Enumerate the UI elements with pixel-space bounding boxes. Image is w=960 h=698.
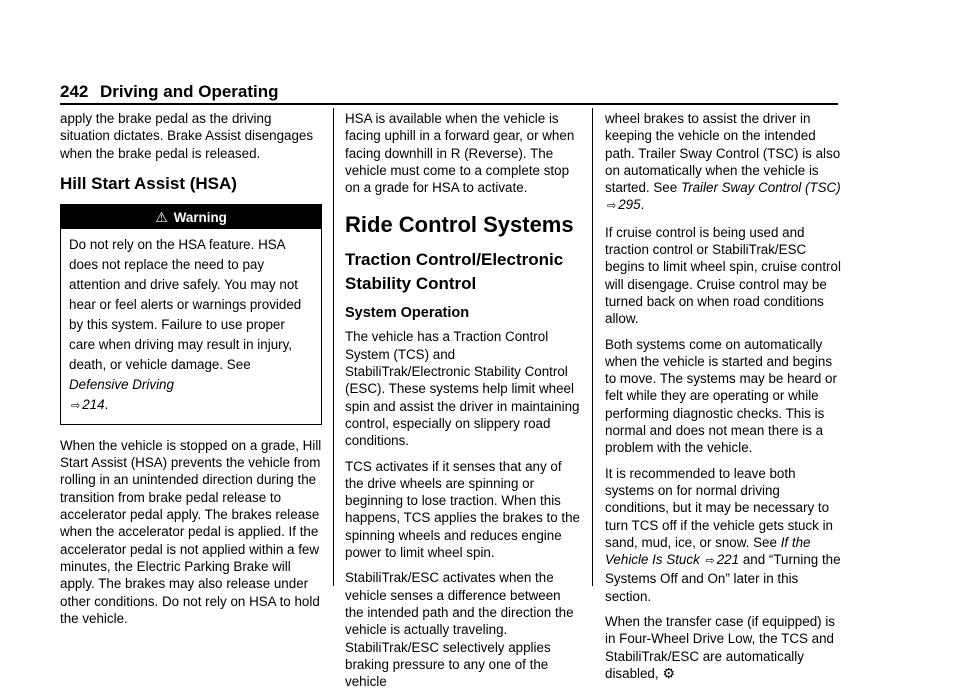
page-ref-arrow-icon: ⇨ [607, 200, 617, 213]
paragraph: apply the brake pedal as the driving situation dictates. Brake Assist disengages when the brake pedal is released. [60, 111, 314, 161]
paragraph: StabiliTrak/ESC activates when the vehicle senses a difference between the intended path and the direction the vehicle is actually traveling. StabiliTrak/ESC selectively applies braking pressure to any one of the vehicle [345, 570, 574, 690]
ref-page[interactable]: 221 [716, 552, 740, 568]
text: and “Turning the Systems Off and On” later in this section. [605, 552, 841, 604]
page-number: 242 [60, 82, 89, 101]
subheading-system-operation: System Operation [345, 305, 470, 322]
column-2 [345, 110, 580, 698]
text: . [640, 197, 645, 213]
paragraph: TCS activates if it senses that any of the drive wheels are spinning or beginning to lose traction. When this happens, TCS applies the brakes to the spinning wheels and reduces engine power to limit wheel spin. [345, 458, 580, 561]
warning-end: . [104, 396, 109, 412]
paragraph: Both systems come on automatically when the vehicle is started and begins to move. The systems may be heard or felt while they are operating or while performing diagnostic checks. This is normal and does not mean there is a problem with the vehicle. [605, 336, 837, 456]
section-title: Driving and Operating [100, 82, 279, 101]
column-3 [605, 110, 845, 690]
column-1 [60, 110, 322, 635]
warning-body [61, 229, 321, 424]
text: When the transfer case (if equipped) is in Four-Wheel Drive Low, the TCS and StabiliTrak/ESC are automatically disabled, [605, 614, 835, 681]
page-ref-arrow-icon: ⇨ [705, 555, 715, 568]
column-divider-1 [333, 108, 334, 586]
paragraph [605, 110, 845, 216]
ref-link-vehicle-stuck[interactable]: If the Vehicle Is Stuck [605, 534, 811, 568]
column-divider-2 [592, 108, 593, 586]
warning-header [61, 205, 321, 229]
warning-ref-page[interactable]: 214 [82, 396, 105, 412]
warning-title: Warning [173, 209, 227, 225]
four-wheel-drive-icon: ⚙ [662, 664, 675, 681]
warning-text: Do not rely on the HSA feature. HSA does not replace the need to pay attention and drive safely. You may not hear or feel alerts or warnings provided by this system. Failure to use proper care when driving may result in injury, death, or vehicle damage. See [69, 236, 302, 372]
section-heading-traction: Traction Control/Electronic Stability Control [345, 250, 564, 294]
warning-ref-link[interactable]: Defensive Driving [69, 376, 174, 392]
text: wheel brakes to assist the driver in keeping the vehicle on the intended path. Trailer Sway Control (TSC) is also on automatically when the vehicle is started. See [605, 111, 841, 196]
page-header [60, 82, 838, 104]
paragraph [605, 465, 845, 605]
ref-link-trailer-sway[interactable]: Trailer Sway Control (TSC) [680, 180, 841, 196]
header-rule [60, 103, 838, 105]
warning-box [60, 204, 322, 425]
paragraph: HSA is available when the vehicle is facing uphill in a forward gear, or when facing downhill in R (Reverse). The vehicle must come to a complete stop on a grade for HSA to activate. [345, 111, 575, 196]
paragraph: If cruise control is being used and traction control or StabiliTrak/ESC begins to limit wheel spin, cruise control will disengage. Cruise control may be turned back on when road conditions allow. [605, 224, 841, 327]
section-heading-hsa: Hill Start Assist (HSA) [60, 173, 237, 193]
text: It is recommended to leave both systems on for normal driving conditions, but it may be necessary to turn TCS off if the vehicle gets stuck in sand, mud, ice, or snow. See [605, 465, 834, 550]
ref-page[interactable]: 295 [618, 197, 641, 213]
paragraph: When the vehicle is stopped on a grade, Hill Start Assist (HSA) prevents the vehicle from rolling in an unintended direction during the transition from brake pedal release to accelerator pedal apply. The brakes release when the accelerator pedal is applied. If the accelerator pedal is not applied within a few minutes, the Electric Parking Brake will apply. The brakes may also release under other conditions. Do not rely on HSA to hold the vehicle. [60, 437, 322, 626]
page-ref-arrow-icon: ⇨ [71, 399, 81, 412]
paragraph: The vehicle has a Traction Control System (TCS) and StabiliTrak/Electronic Stability Control (ESC). These systems help limit wheel spin and assist the driver in maintaining control, especially on slippery road conditions. [345, 329, 580, 449]
chapter-heading-ride-control: Ride Control Systems [345, 212, 574, 238]
warning-triangle-icon: ⚠ [155, 208, 168, 225]
paragraph [605, 613, 845, 682]
